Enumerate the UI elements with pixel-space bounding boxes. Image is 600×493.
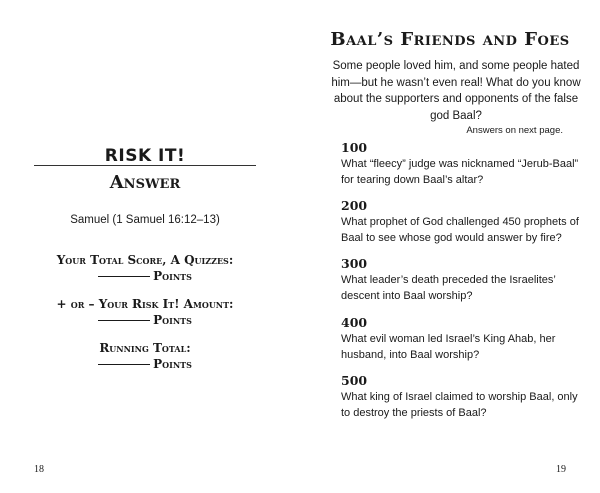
page-number: 19 bbox=[556, 464, 566, 475]
chapter-title: Baal’s Friends and Foes bbox=[330, 29, 570, 50]
page-number: 18 bbox=[34, 464, 44, 475]
question-item bbox=[341, 315, 581, 363]
question-text: What leader’s death preceded the Israelites’ descent into Baal worship? bbox=[341, 274, 556, 302]
question-points: 300 bbox=[341, 256, 368, 271]
question-text: What prophet of God challenged 450 prophets of Baal to see whose god would answer by fire? bbox=[341, 216, 579, 244]
intro-paragraph: Some people loved him, and some people hated him—but he wasn’t even real! What do you know about the supporters and opponents of the false god Baal? bbox=[331, 60, 581, 122]
risk-it-title: RISK IT! bbox=[104, 146, 186, 166]
score-label: + or – Your Risk It! Amount: bbox=[56, 297, 234, 311]
points-label: Points bbox=[153, 357, 192, 371]
fill-in-blank bbox=[98, 364, 150, 365]
question-points: 400 bbox=[341, 315, 368, 330]
right-page bbox=[300, 0, 600, 493]
question-item bbox=[341, 198, 581, 246]
risk-amount-line bbox=[34, 296, 256, 328]
question-points: 500 bbox=[341, 373, 368, 388]
question-item bbox=[341, 256, 581, 304]
fill-in-blank bbox=[98, 320, 150, 321]
points-label: Points bbox=[153, 313, 192, 327]
question-text: What king of Israel claimed to worship Baal, only to destroy the priests of Baal? bbox=[341, 391, 578, 419]
title-divider bbox=[34, 165, 256, 166]
total-score-line bbox=[34, 252, 256, 284]
question-points: 200 bbox=[341, 198, 368, 213]
score-label: Running Total: bbox=[99, 341, 191, 355]
question-text: What evil woman led Israel’s King Ahab, her husband, into Baal worship? bbox=[341, 333, 556, 361]
running-total-line bbox=[34, 340, 256, 372]
question-points: 100 bbox=[341, 140, 368, 155]
points-label: Points bbox=[153, 269, 192, 283]
question-text: What “fleecy” judge was nicknamed “Jerub-Baal” for tearing down Baal’s altar? bbox=[341, 158, 579, 186]
question-item bbox=[341, 140, 581, 188]
answer-heading: Answer bbox=[109, 172, 181, 193]
answers-note: Answers on next page. bbox=[466, 125, 563, 136]
question-item bbox=[341, 373, 581, 421]
fill-in-blank bbox=[98, 276, 150, 277]
score-label: Your Total Score, A Quizzes: bbox=[56, 253, 234, 267]
answer-text: Samuel (1 Samuel 16:12–13) bbox=[70, 214, 220, 226]
